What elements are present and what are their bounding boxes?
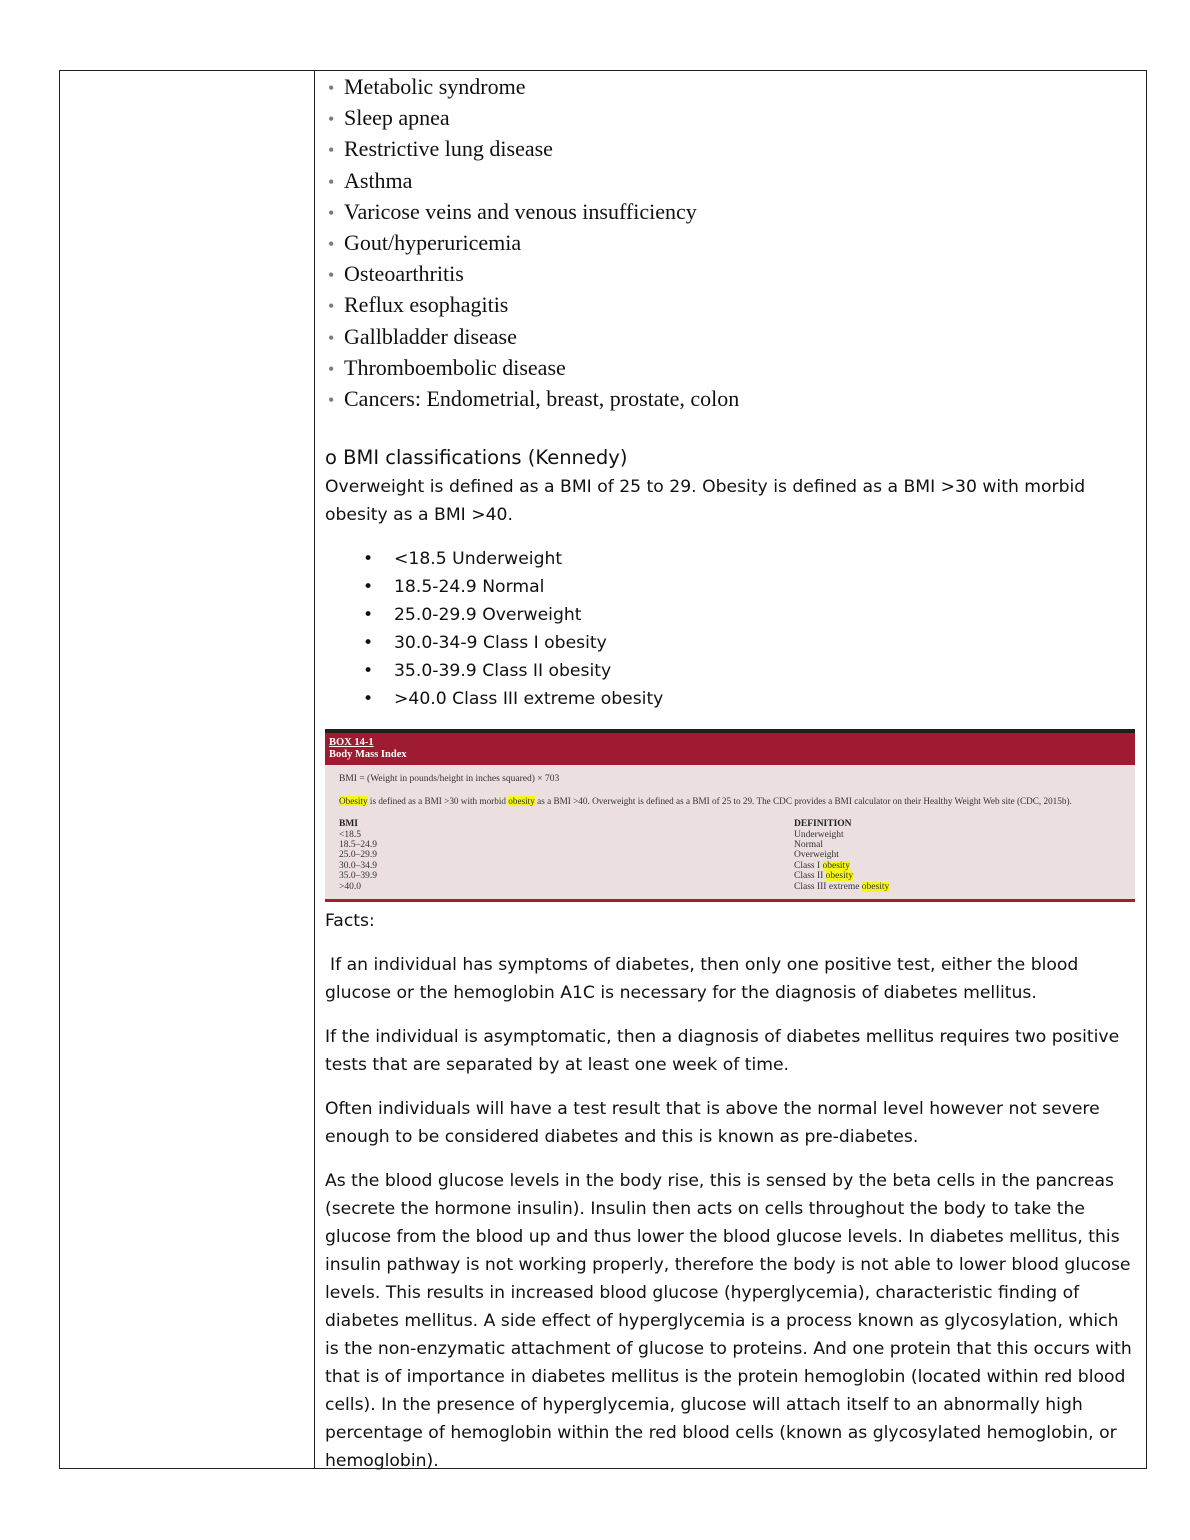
list-item: • 25.0-29.9 Overweight [363, 601, 1135, 629]
bullet-icon: • [363, 661, 374, 682]
table-row: 30.0–34.9 Class I obesity [339, 860, 850, 871]
table-header-row [339, 819, 1129, 829]
box-header [325, 733, 1135, 765]
comorbidity-list [328, 72, 1135, 415]
bullet-icon: • [328, 78, 335, 98]
bullet-icon: • [363, 633, 374, 654]
table-row: 25.0–29.9 Overweight [339, 850, 839, 861]
facts-paragraph: If the individual is asymptomatic, then a diagnosis of diabetes mellitus requires two positive tests that are separated by at least one week of time. [325, 1027, 1120, 1076]
list-item: • 35.0-39.9 Class II obesity [363, 657, 1135, 685]
bullet-icon: • [363, 605, 374, 626]
list-item: • Sleep apnea [328, 103, 1135, 134]
box-description: Obesity is defined as a BMI >30 with morbid obesity as a BMI >40. Overweight is defined as a BMI of 25 to 29. The CDC provides a BMI calculator on their Healthy Weight Web site (CDC, 2015b). [339, 796, 1072, 807]
facts-paragraph: Often individuals will have a test result that is above the normal level however not severe enough to be considered diabetes and this is known as pre-diabetes. [325, 1099, 1100, 1148]
bullet-icon: • [328, 202, 335, 223]
list-item: • Gout/hyperuricemia [328, 228, 1135, 259]
list-item: • Cancers: Endometrial, breast, prostate, colon [328, 384, 1135, 415]
list-item: • Restrictive lung disease [328, 134, 1135, 165]
table-row: <18.5 Underweight [339, 829, 844, 840]
table-row: 18.5–24.9 Normal [339, 840, 824, 851]
column-divider [314, 70, 315, 1469]
bullet-icon: • [328, 327, 335, 348]
list-item: • Thromboembolic disease [328, 353, 1135, 384]
bullet-icon: • [363, 689, 374, 710]
list-item: • >40.0 Class III extreme obesity [363, 685, 1135, 713]
facts-label: Facts: [325, 911, 375, 932]
bullet-icon: • [328, 234, 335, 255]
facts-paragraph: If an individual has symptoms of diabetes, then only one positive test, either the blood glucose or the hemoglobin A1C is necessary for the diagnosis of diabetes mellitus. [325, 955, 1079, 1004]
bullet-icon: • [363, 577, 374, 598]
bullet-icon: • [328, 140, 335, 161]
column-header: BMI [339, 819, 358, 830]
bullet-icon: • [363, 549, 374, 570]
bullet-icon: • [328, 358, 335, 379]
box-id-link[interactable]: BOX 14-1 [329, 737, 374, 749]
facts-paragraph: As the blood glucose levels in the body rise, this is sensed by the beta cells in the pancreas (secrete the hormone insulin). Insulin then acts on cells throughout the body to take the glucose from the blood up and thus lower the blood glucose levels. In diabetes mellitus, this insulin pathway is not working properly, therefore the body is not able to lower blood glucose levels. This results in increased blood glucose (hyperglycemia), characteristic finding of diabetes mellitus. A side effect of hyperglycemia is a process known as glycosylation, which is the non-enzymatic attachment of glucose to proteins. And one protein that this occurs with that is of importance in diabetes mellitus is the protein hemoglobin (located within red blood cells). In the presence of hyperglycemia, glucose will attach itself to an abnormally high percentage of hemoglobin within the red blood cells (known as glycosylated hemoglobin, or hemoglobin). [325, 1171, 1132, 1472]
list-item: • Gallbladder disease [328, 322, 1135, 353]
list-item: • Asthma [328, 166, 1135, 197]
box-title: Body Mass Index [329, 749, 407, 761]
list-item: • Osteoarthritis [328, 259, 1135, 290]
list-item: • 30.0-34-9 Class I obesity [363, 629, 1135, 657]
list-item: • Metabolic syndrome [328, 72, 1135, 103]
right-column [325, 72, 1135, 1475]
list-item: • Reflux esophagitis [328, 290, 1135, 321]
bmi-box-figure [325, 729, 1135, 902]
bullet-icon: • [328, 171, 335, 192]
box-formula: BMI = (Weight in pounds/height in inches squared) × 703 [339, 774, 560, 785]
bullet-icon: • [328, 390, 335, 411]
list-item: • Varicose veins and venous insufficiency [328, 197, 1135, 228]
list-item: • <18.5 Underweight [363, 545, 1135, 573]
bmi-definition: Overweight is defined as a BMI of 25 to 29. Obesity is defined as a BMI >30 with morbid obesity as a BMI >40. [325, 477, 1086, 526]
bullet-icon: • [328, 109, 335, 130]
table-row: >40.0 Class III extreme obesity [339, 881, 890, 892]
box-bmi-table [339, 819, 1129, 892]
table-row: 35.0–39.9 Class II obesity [339, 871, 854, 882]
bmi-heading: o BMI classifications (Kennedy) [325, 446, 628, 470]
bmi-class-list [363, 545, 1135, 713]
list-item: • 18.5-24.9 Normal [363, 573, 1135, 601]
column-header: DEFINITION [794, 819, 852, 830]
bullet-icon: • [328, 265, 335, 286]
bullet-icon: • [328, 296, 335, 317]
